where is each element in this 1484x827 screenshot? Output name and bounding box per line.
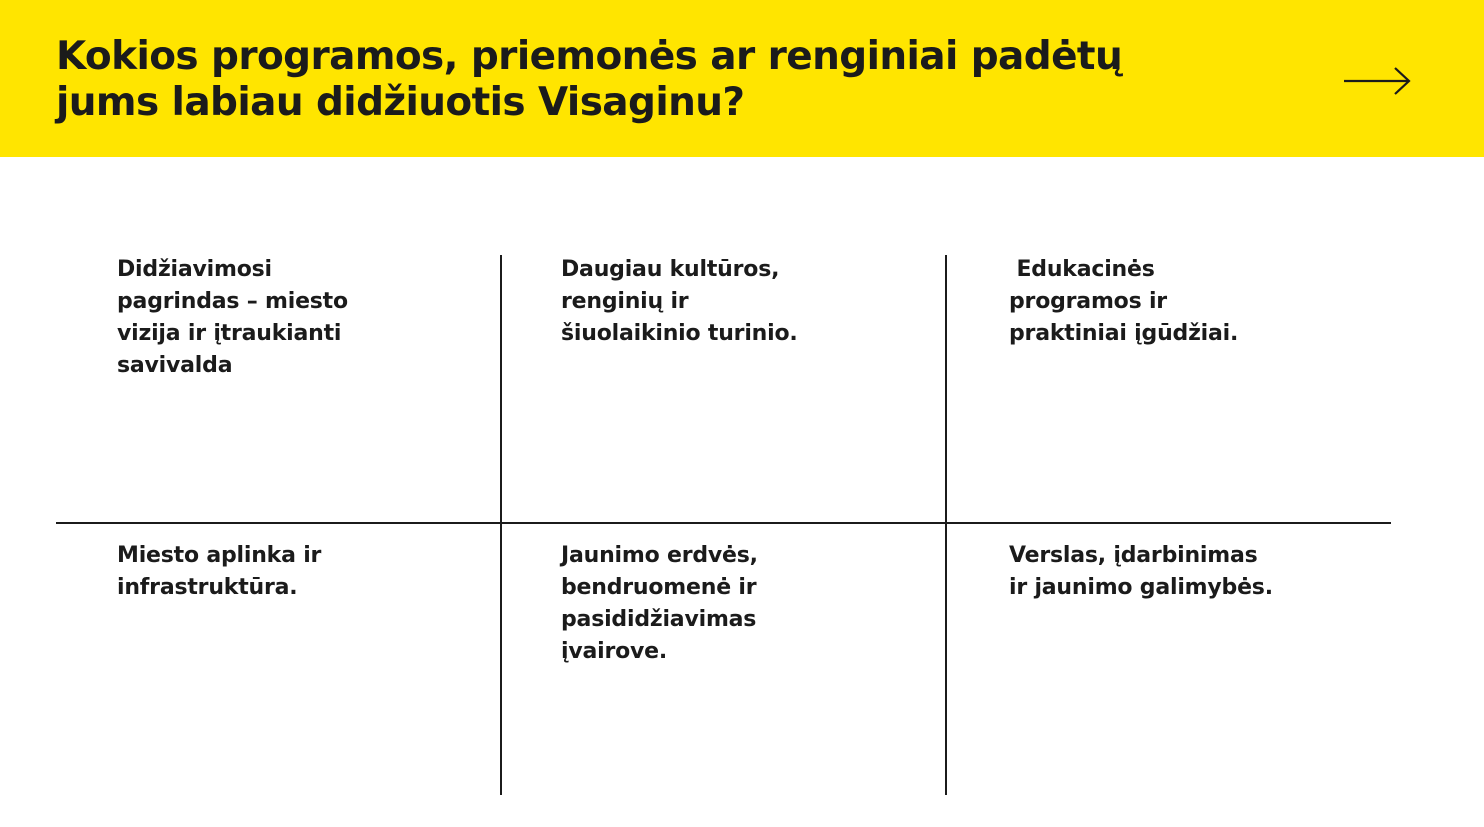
grid-cell-business	[1009, 540, 1339, 604]
grid-cell-pride-vision	[117, 254, 447, 382]
cell-text-line: Daugiau kultūros,	[561, 257, 780, 282]
cell-text-line: bendruomenė ir	[561, 575, 757, 600]
header-banner	[0, 0, 1484, 157]
grid-cell-youth-spaces	[561, 540, 891, 668]
cell-text-line: Miesto aplinka ir	[117, 543, 322, 568]
cell-text-line: savivalda	[117, 353, 233, 378]
cell-text-line: Verslas, įdarbinimas	[1009, 543, 1258, 568]
arrow-right-icon[interactable]	[1342, 64, 1414, 98]
page-title-line: Kokios programos, priemonės ar renginiai padėtų	[56, 34, 1123, 79]
page-title-line: jums labiau didžiuotis Visaginu?	[56, 80, 745, 125]
cell-text-line: šiuolaikinio turinio.	[561, 321, 798, 346]
grid-cell-environment	[117, 540, 447, 604]
cell-text-line: Didžiavimosi	[117, 257, 272, 282]
grid-cell-education	[1009, 254, 1339, 350]
cell-text-line: vizija ir įtraukianti	[117, 321, 342, 346]
cell-text-line: pasididžiavimas	[561, 607, 757, 632]
cell-text-line: Edukacinės	[1009, 257, 1155, 282]
cell-text-line: Jaunimo erdvės,	[561, 543, 758, 568]
grid-cell-culture	[561, 254, 891, 350]
cell-text-line: infrastruktūra.	[117, 575, 298, 600]
grid-divider-vertical	[500, 255, 502, 795]
cell-text-line: praktiniai įgūdžiai.	[1009, 321, 1239, 346]
cell-text-line: įvairove.	[561, 639, 668, 664]
cell-text-line: ir jaunimo galimybės.	[1009, 575, 1273, 600]
grid-divider-horizontal	[56, 522, 1391, 524]
cell-text-line: pagrindas – miesto	[117, 289, 348, 314]
page-title	[56, 34, 1256, 126]
cell-text-line: renginių ir	[561, 289, 689, 314]
cell-text-line: programos ir	[1009, 289, 1167, 314]
grid-divider-vertical	[945, 255, 947, 795]
